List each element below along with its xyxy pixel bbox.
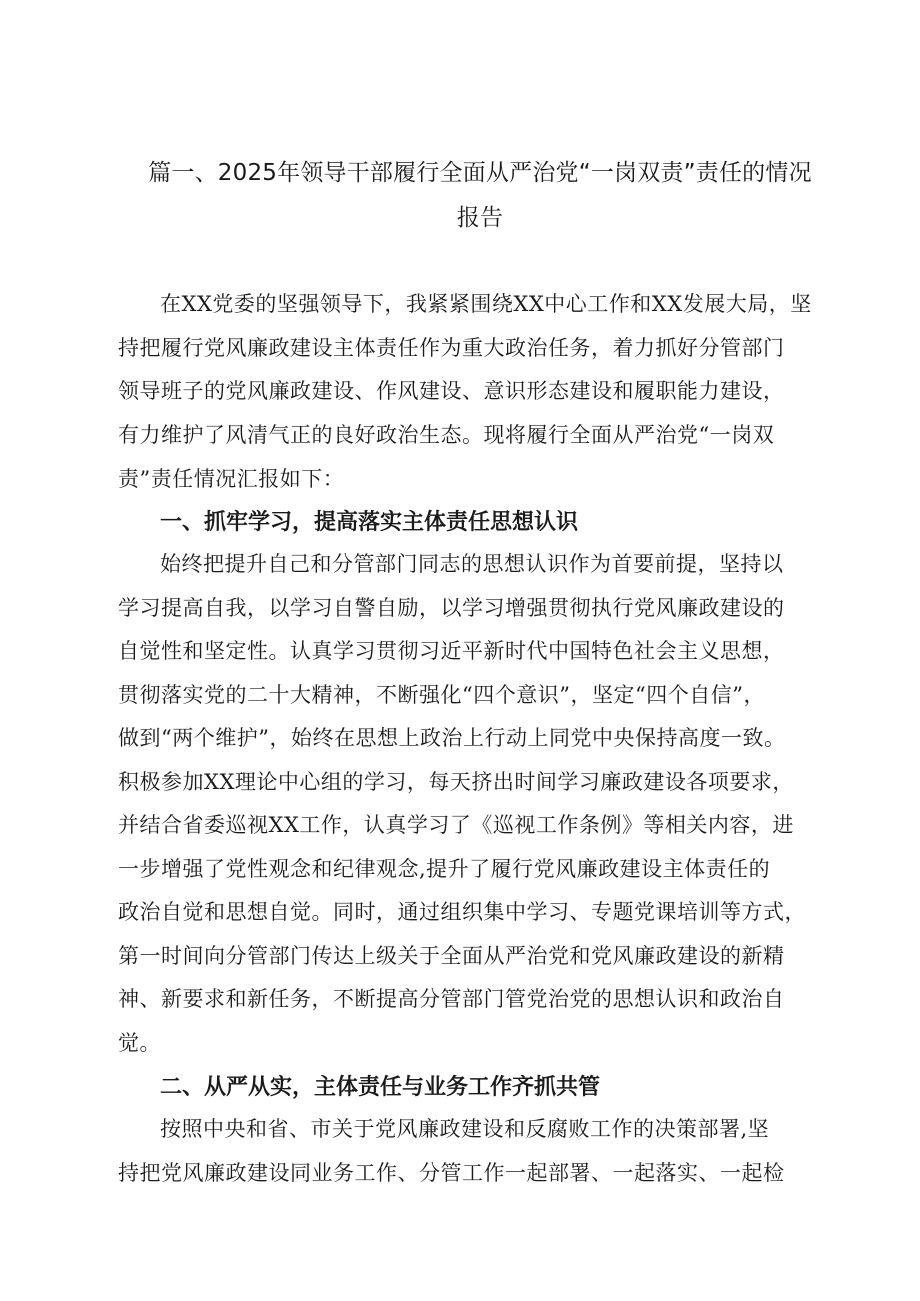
intro-line: 领导班子的党风廉政建设、作风建设、意识形态建设和履职能力建设，	[118, 379, 785, 403]
intro-line: 有力维护了风清气正的良好政治生态。现将履行全面从严治党“一岗双	[118, 423, 775, 447]
section-1-line: 始终把提升自己和分管部门同志的思想认识作为首要前提，坚持以	[160, 552, 784, 576]
section-1-line: 觉。	[118, 1031, 161, 1055]
report-title-line-1: 篇一、2025年领导干部履行全面从严治党“一岗双责”责任的情况	[148, 160, 812, 186]
section-1-line: 政治自觉和思想自觉。同时，通过组织集中学习、专题党课培训等方式，	[118, 900, 806, 924]
section-1-line: 第一时间向分管部门传达上级关于全面从严治党和党风廉政建设的新精	[118, 944, 785, 968]
section-1-line: 一步增强了党性观念和纪律观念,提升了履行党风廉政建设主体责任的	[118, 857, 771, 881]
section-2-heading: 二、从严从实，主体责任与业务工作齐抓共管	[160, 1075, 601, 1100]
section-2-line: 按照中央和省、市关于党风廉政建设和反腐败工作的决策部署,坚	[160, 1117, 770, 1141]
section-1-line: 贯彻落实党的二十大精神，不断强化“四个意识”，坚定“四个自信”，	[118, 683, 765, 707]
report-title-line-2: 报告	[456, 205, 504, 231]
section-1-line: 自觉性和坚定性。认真学习贯彻习近平新时代中国特色社会主义思想，	[118, 639, 785, 663]
section-1-line: 做到“两个维护”，始终在思想上政治上行动上同党中央保持高度一致。	[118, 726, 786, 750]
section-1-line: 积极参加XX理论中心组的学习，每天挤出时间学习廉政建设各项要求，	[118, 770, 794, 794]
section-1-line: 学习提高自我，以学习自警自励，以学习增强贯彻执行党风廉政建设的	[118, 596, 785, 620]
section-1-line: 神、新要求和新任务，不断提高分管部门管党治党的思想认识和政治自	[118, 987, 785, 1011]
section-1-line: 并结合省委巡视XX工作，认真学习了《巡视工作条例》等相关内容，进	[118, 813, 794, 837]
intro-line: 持把履行党风廉政建设主体责任作为重大政治任务，着力抓好分管部门	[118, 336, 785, 360]
intro-line: 责”责任情况汇报如下：	[118, 467, 345, 491]
intro-line: 在XX党委的坚强领导下，我紧紧围绕XX中心工作和XX发展大局，坚	[160, 292, 812, 316]
section-2-line: 持把党风廉政建设同业务工作、分管工作一起部署、一起落实、一起检	[118, 1161, 785, 1185]
section-1-heading: 一、抓牢学习，提高落实主体责任思想认识	[160, 510, 579, 535]
